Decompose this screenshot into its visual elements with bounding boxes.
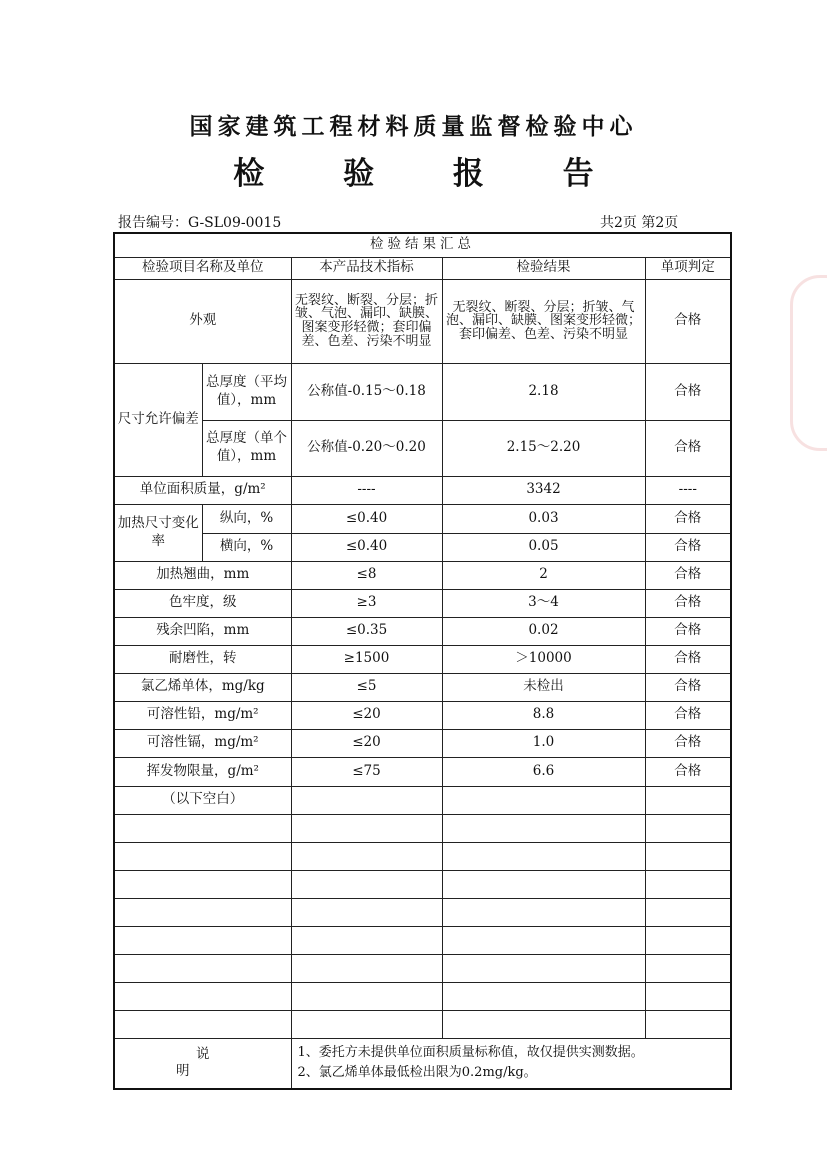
table-title: 检验结果汇总 xyxy=(114,233,731,257)
empty-cell xyxy=(114,814,291,842)
table-row xyxy=(114,729,731,757)
verdict-cell: 合格 xyxy=(645,504,731,533)
empty-cell xyxy=(442,926,645,954)
empty-cell xyxy=(645,1010,731,1038)
empty-cell xyxy=(114,898,291,926)
result-cell: 8.8 xyxy=(442,701,645,729)
spec-cell: ≤0.40 xyxy=(291,504,442,533)
result-cell: 3342 xyxy=(442,476,645,504)
spec-cell: ≤20 xyxy=(291,729,442,757)
empty-cell xyxy=(291,954,442,982)
table-row xyxy=(114,363,731,420)
empty-cell xyxy=(114,842,291,870)
empty-cell xyxy=(291,870,442,898)
spec-cell: ≤5 xyxy=(291,673,442,701)
empty-cell xyxy=(645,842,731,870)
spec-cell: 公称值-0.15～0.18 xyxy=(291,363,442,420)
verdict-cell: 合格 xyxy=(645,279,731,363)
empty-cell xyxy=(645,786,731,814)
result-cell: 3～4 xyxy=(442,589,645,617)
empty-cell xyxy=(291,814,442,842)
empty-cell xyxy=(442,814,645,842)
empty-row xyxy=(114,814,731,842)
seal-stamp xyxy=(790,275,827,451)
empty-cell xyxy=(114,954,291,982)
empty-cell xyxy=(291,786,442,814)
table-row xyxy=(114,533,731,561)
verdict-cell: 合格 xyxy=(645,645,731,673)
spec-cell: ---- xyxy=(291,476,442,504)
table-row xyxy=(114,476,731,504)
table-row xyxy=(114,561,731,589)
table-row xyxy=(114,757,731,786)
table-row xyxy=(114,279,731,363)
report-number-label: 报告编号： xyxy=(118,215,188,231)
spec-cell: ≤8 xyxy=(291,561,442,589)
empty-cell xyxy=(291,842,442,870)
result-cell: 未检出 xyxy=(442,673,645,701)
empty-cell xyxy=(114,982,291,1010)
result-cell: 0.05 xyxy=(442,533,645,561)
item-cell: 挥发物限量，g/m² xyxy=(114,757,291,786)
spec-cell: 无裂纹、断裂、分层；折皱、气泡、漏印、缺膜、图案变形轻微；套印偏差、色差、污染不明显 xyxy=(291,279,442,363)
table-header-row xyxy=(114,257,731,279)
spec-cell: 公称值-0.20～0.20 xyxy=(291,420,442,476)
spec-cell: ≥1500 xyxy=(291,645,442,673)
table-row xyxy=(114,645,731,673)
subitem-cell: 总厚度（单个值），mm xyxy=(202,420,291,476)
item-cell: 氯乙烯单体，mg/kg xyxy=(114,673,291,701)
table-row xyxy=(114,504,731,533)
note-line: 2、氯乙烯单体最低检出限为0.2mg/kg。 xyxy=(297,1065,537,1081)
empty-row xyxy=(114,842,731,870)
empty-row xyxy=(114,954,731,982)
document-title: 检 验 报 告 xyxy=(233,156,628,192)
empty-cell xyxy=(114,1010,291,1038)
table-row xyxy=(114,617,731,645)
empty-cell xyxy=(645,982,731,1010)
verdict-cell: 合格 xyxy=(645,617,731,645)
header-result: 检验结果 xyxy=(442,257,645,279)
result-cell: 1.0 xyxy=(442,729,645,757)
subitem-cell: 总厚度（平均值），mm xyxy=(202,363,291,420)
empty-cell xyxy=(442,954,645,982)
verdict-cell: 合格 xyxy=(645,729,731,757)
empty-cell xyxy=(291,1010,442,1038)
empty-cell xyxy=(645,898,731,926)
empty-cell xyxy=(645,926,731,954)
empty-cell xyxy=(645,870,731,898)
item-cell: 耐磨性，转 xyxy=(114,645,291,673)
table-row xyxy=(114,786,731,814)
report-number xyxy=(118,212,281,232)
empty-cell xyxy=(442,1010,645,1038)
table-row xyxy=(114,420,731,476)
empty-cell xyxy=(442,898,645,926)
empty-cell xyxy=(645,954,731,982)
result-cell: 0.03 xyxy=(442,504,645,533)
header-spec: 本产品技术指标 xyxy=(291,257,442,279)
empty-cell xyxy=(291,982,442,1010)
verdict-cell: 合格 xyxy=(645,533,731,561)
verdict-cell: 合格 xyxy=(645,757,731,786)
empty-row xyxy=(114,898,731,926)
empty-cell xyxy=(442,870,645,898)
empty-cell xyxy=(114,926,291,954)
result-cell: 6.6 xyxy=(442,757,645,786)
result-cell: ＞10000 xyxy=(442,645,645,673)
verdict-cell: 合格 xyxy=(645,420,731,476)
blank-marker: （以下空白） xyxy=(114,786,291,814)
item-cell: 加热翘曲，mm xyxy=(114,561,291,589)
empty-row xyxy=(114,982,731,1010)
item-cell: 色牢度，级 xyxy=(114,589,291,617)
empty-cell xyxy=(291,926,442,954)
subitem-cell: 纵向，% xyxy=(202,504,291,533)
empty-row xyxy=(114,926,731,954)
verdict-cell: 合格 xyxy=(645,561,731,589)
empty-cell xyxy=(442,842,645,870)
empty-cell xyxy=(645,814,731,842)
table-row xyxy=(114,701,731,729)
item-cell: 可溶性铅，mg/m² xyxy=(114,701,291,729)
item-cell: 外观 xyxy=(114,279,291,363)
item-cell: 残余凹陷，mm xyxy=(114,617,291,645)
result-cell: 2.18 xyxy=(442,363,645,420)
report-number-value: G-SL09-0015 xyxy=(188,215,282,231)
item-cell: 单位面积质量，g/m² xyxy=(114,476,291,504)
result-cell: 2.15～2.20 xyxy=(442,420,645,476)
subitem-cell: 横向，% xyxy=(202,533,291,561)
verdict-cell: 合格 xyxy=(645,363,731,420)
verdict-cell: 合格 xyxy=(645,589,731,617)
table-title-row xyxy=(114,233,731,257)
page-info: 共2页 第2页 xyxy=(600,215,679,231)
spec-cell: ≤20 xyxy=(291,701,442,729)
empty-row xyxy=(114,870,731,898)
empty-cell xyxy=(291,898,442,926)
results-table xyxy=(113,232,732,1090)
spec-cell: ≥3 xyxy=(291,589,442,617)
empty-cell xyxy=(442,786,645,814)
table-row xyxy=(114,673,731,701)
verdict-cell: 合格 xyxy=(645,701,731,729)
notes-content xyxy=(291,1038,731,1089)
verdict-cell: 合格 xyxy=(645,673,731,701)
verdict-cell: ---- xyxy=(645,476,731,504)
empty-row xyxy=(114,1010,731,1038)
spec-cell: ≤0.35 xyxy=(291,617,442,645)
table-row xyxy=(114,589,731,617)
notes-label: 说 明 xyxy=(114,1038,291,1089)
result-cell: 0.02 xyxy=(442,617,645,645)
organization-name: 国家建筑工程材料质量监督检验中心 xyxy=(189,113,638,140)
result-cell: 无裂纹、断裂、分层；折皱、气泡、漏印、缺膜、图案变形轻微；套印偏差、色差、污染不明显 xyxy=(442,279,645,363)
header-item: 检验项目名称及单位 xyxy=(114,257,291,279)
spec-cell: ≤75 xyxy=(291,757,442,786)
spec-cell: ≤0.40 xyxy=(291,533,442,561)
group-cell: 加热尺寸变化率 xyxy=(114,504,202,561)
result-cell: 2 xyxy=(442,561,645,589)
item-cell: 可溶性镉，mg/m² xyxy=(114,729,291,757)
notes-row xyxy=(114,1038,731,1089)
note-line: 1、委托方未提供单位面积质量标称值，故仅提供实测数据。 xyxy=(297,1044,644,1060)
header-verdict: 单项判定 xyxy=(645,257,731,279)
empty-cell xyxy=(114,870,291,898)
group-cell: 尺寸允许偏差 xyxy=(114,363,202,476)
empty-cell xyxy=(442,982,645,1010)
